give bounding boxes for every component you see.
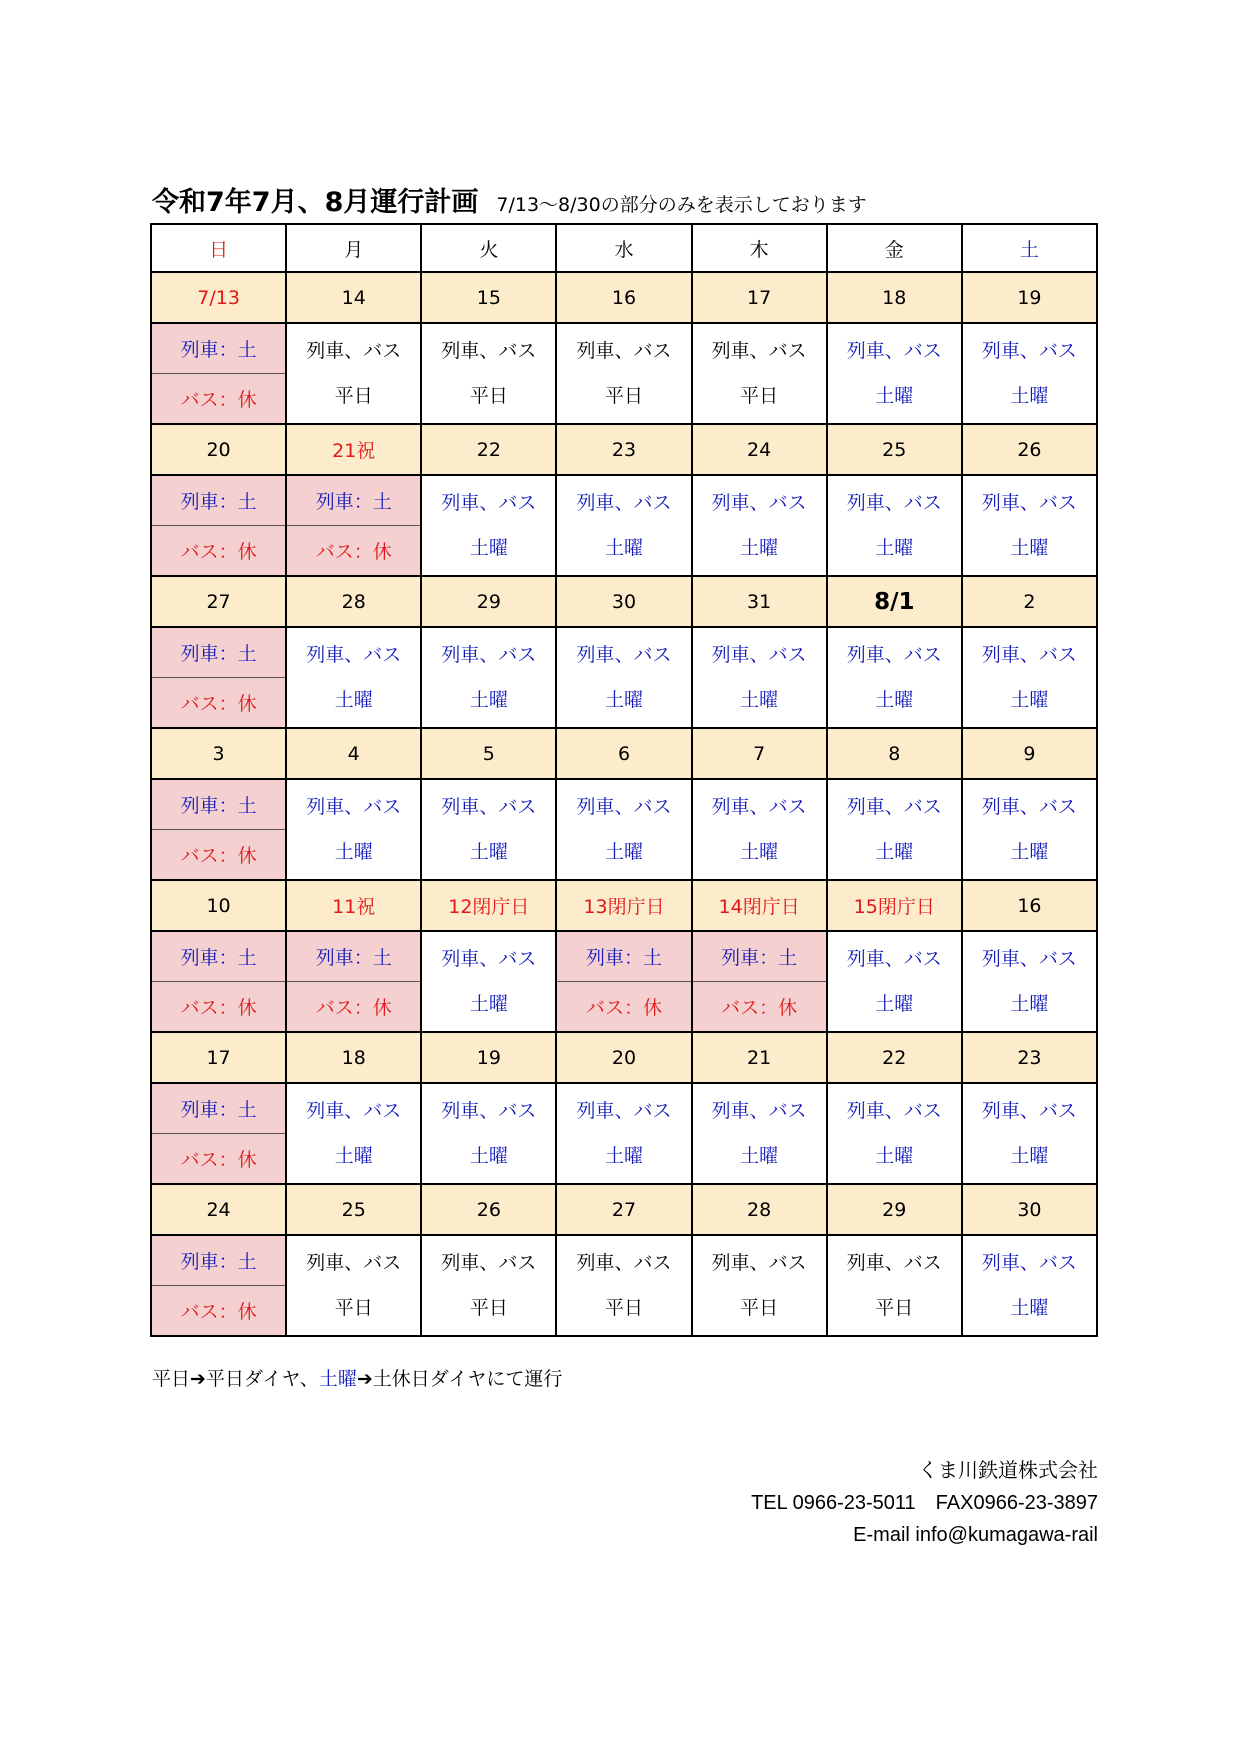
service-modes: 列車、バス: [306, 795, 402, 818]
service-modes: 列車、バス: [981, 947, 1077, 970]
page-subtitle: 7/13～8/30の部分のみを表示しております: [496, 194, 867, 216]
service-modes: 列車、バス: [576, 1099, 672, 1122]
train-service-cell: 列車：土: [556, 931, 691, 982]
service-cell: [556, 779, 691, 880]
service-cell: [556, 475, 691, 576]
service-cell: [827, 475, 962, 576]
date-cell: 19: [421, 1032, 556, 1083]
date-cell: 18: [286, 1032, 421, 1083]
service-row-top: [151, 475, 1097, 526]
service-modes: 列車、バス: [981, 795, 1077, 818]
service-cell: [421, 475, 556, 576]
legend-weekday-dia: 平日ダイヤ、: [205, 1368, 319, 1390]
date-row: [151, 576, 1097, 627]
bus-service-cell: バス：休: [151, 1286, 286, 1337]
service-schedule: 土曜: [469, 1144, 508, 1167]
service-modes: 列車、バス: [441, 491, 537, 514]
train-service-cell: 列車：土: [151, 779, 286, 830]
date-cell: 28: [692, 1184, 827, 1235]
service-cell: [421, 323, 556, 424]
service-schedule: 平日: [740, 384, 779, 407]
service-schedule: 土曜: [334, 840, 373, 863]
legend-holiday-dia: 土休日ダイヤにて運行: [372, 1368, 563, 1390]
service-cell: [692, 323, 827, 424]
page-header: [152, 180, 867, 219]
weekday-header-cell: 水: [556, 224, 691, 272]
service-modes: 列車、バス: [441, 1099, 537, 1122]
service-modes: 列車、バス: [576, 795, 672, 818]
bus-service-cell: バス：休: [556, 982, 691, 1033]
service-schedule: 土曜: [604, 1144, 643, 1167]
date-cell: 31: [692, 576, 827, 627]
date-cell: 11祝: [286, 880, 421, 931]
date-cell: 8/1: [827, 576, 962, 627]
service-cell: [827, 779, 962, 880]
calendar-body: [151, 224, 1097, 1336]
date-cell: 17: [151, 1032, 286, 1083]
date-cell: 9: [962, 728, 1097, 779]
bus-service-cell: バス：休: [151, 678, 286, 729]
date-cell: 23: [962, 1032, 1097, 1083]
service-modes: 列車、バス: [846, 947, 942, 970]
date-cell: 14: [286, 272, 421, 323]
date-cell: 17: [692, 272, 827, 323]
service-schedule: 土曜: [1010, 840, 1049, 863]
service-cell: [962, 1083, 1097, 1184]
service-schedule: 土曜: [740, 536, 779, 559]
service-schedule: 土曜: [469, 688, 508, 711]
service-cell: [692, 1235, 827, 1336]
service-schedule: 土曜: [1010, 1296, 1049, 1319]
date-cell: 28: [286, 576, 421, 627]
date-cell: 4: [286, 728, 421, 779]
service-modes: 列車、バス: [306, 643, 402, 666]
date-cell: 7/13: [151, 272, 286, 323]
service-cell: [286, 323, 421, 424]
service-schedule: 平日: [469, 1296, 508, 1319]
service-modes: 列車、バス: [981, 1251, 1077, 1274]
service-cell: [962, 931, 1097, 1032]
service-cell: [962, 475, 1097, 576]
date-row: [151, 728, 1097, 779]
date-cell: 20: [151, 424, 286, 475]
date-cell: 30: [962, 1184, 1097, 1235]
legend-arrow-icon: ➔: [356, 1368, 373, 1390]
service-modes: 列車、バス: [981, 1099, 1077, 1122]
service-cell: [962, 323, 1097, 424]
service-schedule: 土曜: [334, 1144, 373, 1167]
train-service-cell: 列車：土: [151, 627, 286, 678]
service-schedule: 土曜: [1010, 688, 1049, 711]
service-modes: 列車、バス: [981, 491, 1077, 514]
date-cell: 19: [962, 272, 1097, 323]
service-schedule: 土曜: [604, 840, 643, 863]
date-cell: 12閉庁日: [421, 880, 556, 931]
date-cell: 21祝: [286, 424, 421, 475]
date-cell: 14閉庁日: [692, 880, 827, 931]
service-schedule: 土曜: [604, 688, 643, 711]
date-cell: 13閉庁日: [556, 880, 691, 931]
service-schedule: 土曜: [875, 840, 914, 863]
date-cell: 24: [151, 1184, 286, 1235]
service-schedule: 土曜: [740, 688, 779, 711]
bus-service-cell: バス：休: [286, 526, 421, 577]
service-modes: 列車、バス: [576, 339, 672, 362]
service-cell: [962, 1235, 1097, 1336]
service-modes: 列車、バス: [711, 339, 807, 362]
date-cell: 15閉庁日: [827, 880, 962, 931]
service-cell: [286, 627, 421, 728]
date-cell: 26: [421, 1184, 556, 1235]
legend-arrow-icon: ➔: [190, 1368, 206, 1390]
service-modes: 列車、バス: [306, 339, 402, 362]
service-modes: 列車、バス: [576, 643, 672, 666]
service-schedule: 土曜: [1010, 992, 1049, 1015]
date-cell: 20: [556, 1032, 691, 1083]
service-modes: 列車、バス: [306, 1099, 402, 1122]
service-row-top: [151, 931, 1097, 982]
bus-service-cell: バス：休: [151, 982, 286, 1033]
service-cell: [692, 475, 827, 576]
legend-note: [152, 1364, 562, 1391]
weekday-header-cell: 火: [421, 224, 556, 272]
train-service-cell: 列車：土: [151, 323, 286, 374]
bus-service-cell: バス：休: [151, 830, 286, 881]
service-schedule: 土曜: [740, 840, 779, 863]
service-schedule: 平日: [740, 1296, 779, 1319]
date-row: [151, 1184, 1097, 1235]
service-cell: [286, 779, 421, 880]
service-modes: 列車、バス: [981, 643, 1077, 666]
service-cell: [692, 627, 827, 728]
service-modes: 列車、バス: [846, 1251, 942, 1274]
company-phone-fax: TEL 0966-23-5011 FAX0966-23-3897: [751, 1492, 1098, 1514]
train-service-cell: 列車：土: [286, 931, 421, 982]
service-modes: 列車、バス: [576, 491, 672, 514]
date-cell: 30: [556, 576, 691, 627]
service-schedule: 土曜: [469, 536, 508, 559]
date-cell: 5: [421, 728, 556, 779]
service-cell: [421, 779, 556, 880]
service-cell: [286, 1083, 421, 1184]
train-service-cell: 列車：土: [151, 1083, 286, 1134]
train-service-cell: 列車：土: [151, 1235, 286, 1286]
service-schedule: 土曜: [469, 840, 508, 863]
date-row: [151, 424, 1097, 475]
service-cell: [827, 931, 962, 1032]
service-cell: [556, 627, 691, 728]
service-modes: 列車、バス: [846, 339, 942, 362]
service-cell: [421, 931, 556, 1032]
weekday-header-row: [151, 224, 1097, 272]
weekday-header-cell: 金: [827, 224, 962, 272]
service-schedule: 平日: [875, 1296, 914, 1319]
service-schedule: 土曜: [334, 688, 373, 711]
service-schedule: 平日: [469, 384, 508, 407]
service-cell: [962, 779, 1097, 880]
service-modes: 列車、バス: [711, 491, 807, 514]
service-row-top: [151, 1083, 1097, 1134]
service-schedule: 土曜: [1010, 1144, 1049, 1167]
service-modes: 列車、バス: [846, 491, 942, 514]
service-cell: [286, 1235, 421, 1336]
service-cell: [692, 1083, 827, 1184]
service-row-top: [151, 627, 1097, 678]
service-modes: 列車、バス: [441, 339, 537, 362]
service-schedule: 土曜: [875, 536, 914, 559]
service-schedule: 土曜: [1010, 536, 1049, 559]
service-modes: 列車、バス: [441, 947, 537, 970]
train-service-cell: 列車：土: [151, 931, 286, 982]
date-row: [151, 1032, 1097, 1083]
service-row-top: [151, 1235, 1097, 1286]
date-cell: 16: [556, 272, 691, 323]
train-service-cell: 列車：土: [286, 475, 421, 526]
service-cell: [827, 1083, 962, 1184]
date-row: [151, 880, 1097, 931]
service-cell: [962, 627, 1097, 728]
service-cell: [827, 323, 962, 424]
service-cell: [827, 1235, 962, 1336]
bus-service-cell: バス：休: [692, 982, 827, 1033]
date-cell: 8: [827, 728, 962, 779]
date-cell: 27: [151, 576, 286, 627]
date-cell: 22: [421, 424, 556, 475]
date-cell: 7: [692, 728, 827, 779]
service-modes: 列車、バス: [306, 1251, 402, 1274]
service-modes: 列車、バス: [441, 795, 537, 818]
weekday-header-cell: 日: [151, 224, 286, 272]
bus-service-cell: バス：休: [151, 374, 286, 425]
service-modes: 列車、バス: [711, 1099, 807, 1122]
bus-service-cell: バス：休: [151, 1134, 286, 1185]
date-cell: 25: [286, 1184, 421, 1235]
service-cell: [692, 779, 827, 880]
service-schedule: 土曜: [875, 992, 914, 1015]
date-cell: 2: [962, 576, 1097, 627]
service-cell: [827, 627, 962, 728]
weekday-header-cell: 土: [962, 224, 1097, 272]
service-schedule: 土曜: [875, 384, 914, 407]
weekday-header-cell: 木: [692, 224, 827, 272]
service-modes: 列車、バス: [846, 643, 942, 666]
service-schedule: 土曜: [875, 1144, 914, 1167]
service-cell: [556, 1235, 691, 1336]
operation-calendar-table: [150, 223, 1098, 1337]
date-cell: 27: [556, 1184, 691, 1235]
date-cell: 6: [556, 728, 691, 779]
company-footer: [751, 1455, 1098, 1551]
service-modes: 列車、バス: [846, 795, 942, 818]
service-cell: [556, 1083, 691, 1184]
service-cell: [421, 1235, 556, 1336]
service-schedule: 土曜: [875, 688, 914, 711]
service-schedule: 土曜: [604, 536, 643, 559]
service-modes: 列車、バス: [981, 339, 1077, 362]
legend-saturday: 土曜: [318, 1368, 357, 1390]
date-cell: 24: [692, 424, 827, 475]
service-schedule: 平日: [604, 384, 643, 407]
date-cell: 21: [692, 1032, 827, 1083]
date-cell: 23: [556, 424, 691, 475]
service-row-top: [151, 779, 1097, 830]
service-schedule: 平日: [334, 1296, 373, 1319]
service-schedule: 平日: [604, 1296, 643, 1319]
service-schedule: 土曜: [740, 1144, 779, 1167]
date-cell: 3: [151, 728, 286, 779]
service-modes: 列車、バス: [846, 1099, 942, 1122]
company-email: E-mail info@kumagawa-rail: [853, 1524, 1098, 1546]
date-cell: 18: [827, 272, 962, 323]
date-cell: 15: [421, 272, 556, 323]
date-cell: 10: [151, 880, 286, 931]
service-modes: 列車、バス: [711, 795, 807, 818]
service-modes: 列車、バス: [711, 643, 807, 666]
company-name: くま川鉄道株式会社: [918, 1460, 1098, 1482]
train-service-cell: 列車：土: [692, 931, 827, 982]
weekday-header-cell: 月: [286, 224, 421, 272]
page-title: 令和7年7月、8月運行計画: [152, 187, 479, 218]
date-cell: 25: [827, 424, 962, 475]
service-schedule: 土曜: [469, 992, 508, 1015]
date-cell: 16: [962, 880, 1097, 931]
train-service-cell: 列車：土: [151, 475, 286, 526]
bus-service-cell: バス：休: [286, 982, 421, 1033]
date-cell: 22: [827, 1032, 962, 1083]
legend-weekday: 平日: [152, 1368, 191, 1390]
service-cell: [421, 1083, 556, 1184]
date-cell: 29: [421, 576, 556, 627]
bus-service-cell: バス：休: [151, 526, 286, 577]
date-row: [151, 272, 1097, 323]
service-cell: [421, 627, 556, 728]
service-row-top: [151, 323, 1097, 374]
date-cell: 29: [827, 1184, 962, 1235]
service-modes: 列車、バス: [441, 643, 537, 666]
date-cell: 26: [962, 424, 1097, 475]
service-schedule: 平日: [334, 384, 373, 407]
service-modes: 列車、バス: [711, 1251, 807, 1274]
service-schedule: 土曜: [1010, 384, 1049, 407]
service-cell: [556, 323, 691, 424]
service-modes: 列車、バス: [441, 1251, 537, 1274]
service-modes: 列車、バス: [576, 1251, 672, 1274]
